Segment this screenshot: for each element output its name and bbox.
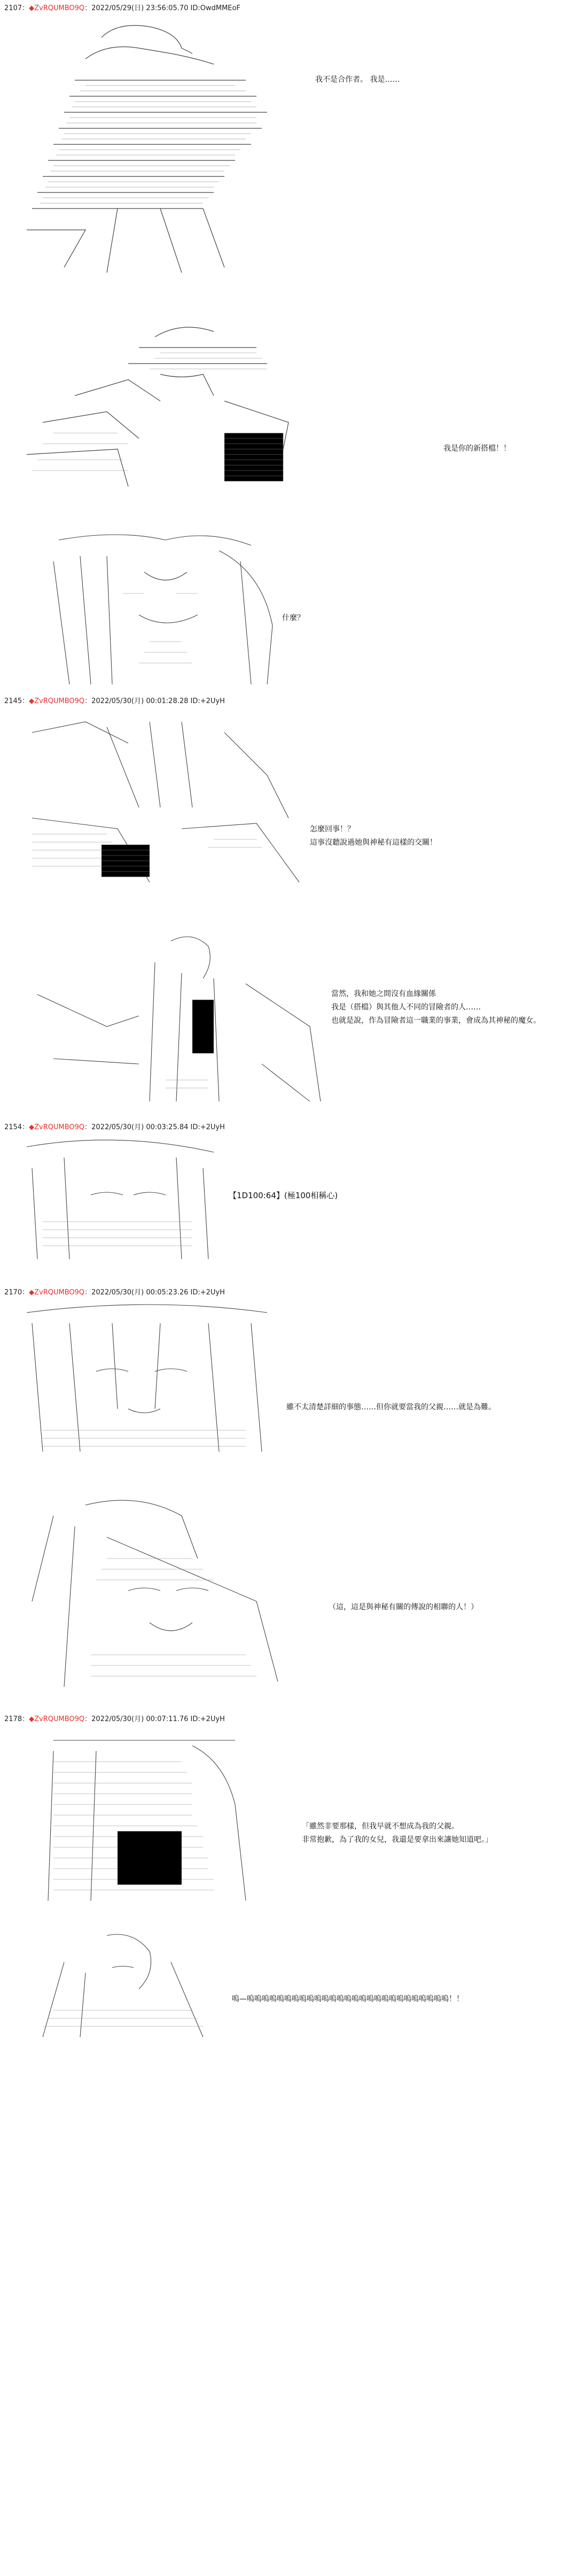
ascii-art-face-bangs (21, 1302, 278, 1457)
post-meta: ：2022/05/30(月) 00:01:28.28 ID:+2UyH (84, 697, 225, 705)
dialogue-line: 這事沒聽說過她與神秘有這樣的交關！ (310, 838, 437, 847)
dialogue-line: 非常抱歉，為了我的女兒，我還是要拿出來讓她知道吧。」 (302, 1835, 493, 1844)
ascii-art-figure-sitting (21, 315, 299, 508)
post-meta: ：2022/05/29(日) 23:56:05.70 ID:OwdMMEoF (84, 4, 240, 12)
ascii-art-crowd (21, 711, 310, 888)
dialogue-line: 我不是合作者。 我是…… (315, 75, 400, 84)
post-number: 2154： (4, 1123, 29, 1131)
dialogue-line: 什麼？ (282, 614, 305, 622)
post-number: 2107： (4, 4, 29, 12)
post-number: 2178： (4, 1715, 29, 1723)
post-meta: ：2022/05/30(月) 00:03:25.84 ID:+2UyH (84, 1123, 225, 1131)
poster-name[interactable]: ZvRQUMBO9Q (34, 697, 85, 705)
ascii-art-figure-standing (32, 1730, 278, 1906)
ascii-art-figure-surprised (21, 1494, 299, 1687)
post-number: 2145： (4, 697, 29, 705)
dialogue-line: 「雖然非要那樣，但我早就不想成為我的父親。 (302, 1822, 459, 1831)
ascii-art-figure-crying (32, 1930, 214, 2037)
post-number: 2170： (4, 1289, 29, 1297)
poster-name[interactable]: ZvRQUMBO9Q (34, 1715, 85, 1723)
post-header-2154 (4, 1121, 225, 1131)
dice-roll-result: 【1D100:64】(極100相稱心) (229, 1191, 338, 1200)
dialogue-line: 我是（搭檔）與其他人不同的冒險者的人…… (331, 1003, 481, 1012)
trip-diamond-icon: ◆ (29, 1715, 35, 1723)
dialogue-line: 我是你的新搭檔！！ (443, 444, 511, 453)
ascii-art-figure-long-hair (32, 930, 331, 1107)
dialogue-line: 也就是說，作為冒險者這一職業的事業，會成為其神秘的魔女。 (331, 1016, 541, 1025)
trip-diamond-icon: ◆ (29, 1123, 35, 1131)
trip-diamond-icon: ◆ (29, 4, 35, 12)
ascii-art-face (37, 529, 288, 690)
poster-name[interactable]: ZvRQUMBO9Q (34, 4, 85, 12)
post-header-2145 (4, 695, 225, 705)
post-header-2170 (4, 1286, 225, 1297)
poster-name[interactable]: ZvRQUMBO9Q (34, 1123, 85, 1131)
post-header-2178 (4, 1713, 225, 1723)
poster-name[interactable]: ZvRQUMBO9Q (34, 1289, 85, 1297)
post-header-2107 (4, 2, 240, 12)
post-meta: ：2022/05/30(月) 00:05:23.26 ID:+2UyH (84, 1289, 225, 1297)
trip-diamond-icon: ◆ (29, 1289, 35, 1297)
ascii-art-figure-cloak (21, 16, 278, 283)
dialogue-line: 怎麼回事！？ (310, 825, 355, 834)
dialogue-line: 雖不太清楚詳細的事態……但你就要當我的父親……就是為難。 (286, 1403, 496, 1412)
trip-diamond-icon: ◆ (29, 697, 35, 705)
ascii-art-face-closeup (21, 1136, 224, 1264)
dialogue-line: （這，這是與神秘有關的傳說的相聯的人！） (329, 1603, 478, 1611)
dialogue-line: 當然，我和她之間沒有血緣關係 (331, 990, 436, 998)
post-meta: ：2022/05/30(月) 00:07:11.76 ID:+2UyH (84, 1715, 225, 1723)
dialogue-line: 嗚—嗚嗚嗚嗚嗚嗚嗚嗚嗚嗚嗚嗚嗚嗚嗚嗚嗚嗚嗚嗚嗚嗚嗚嗚嗚嗚嗚！！ (232, 1995, 464, 2003)
